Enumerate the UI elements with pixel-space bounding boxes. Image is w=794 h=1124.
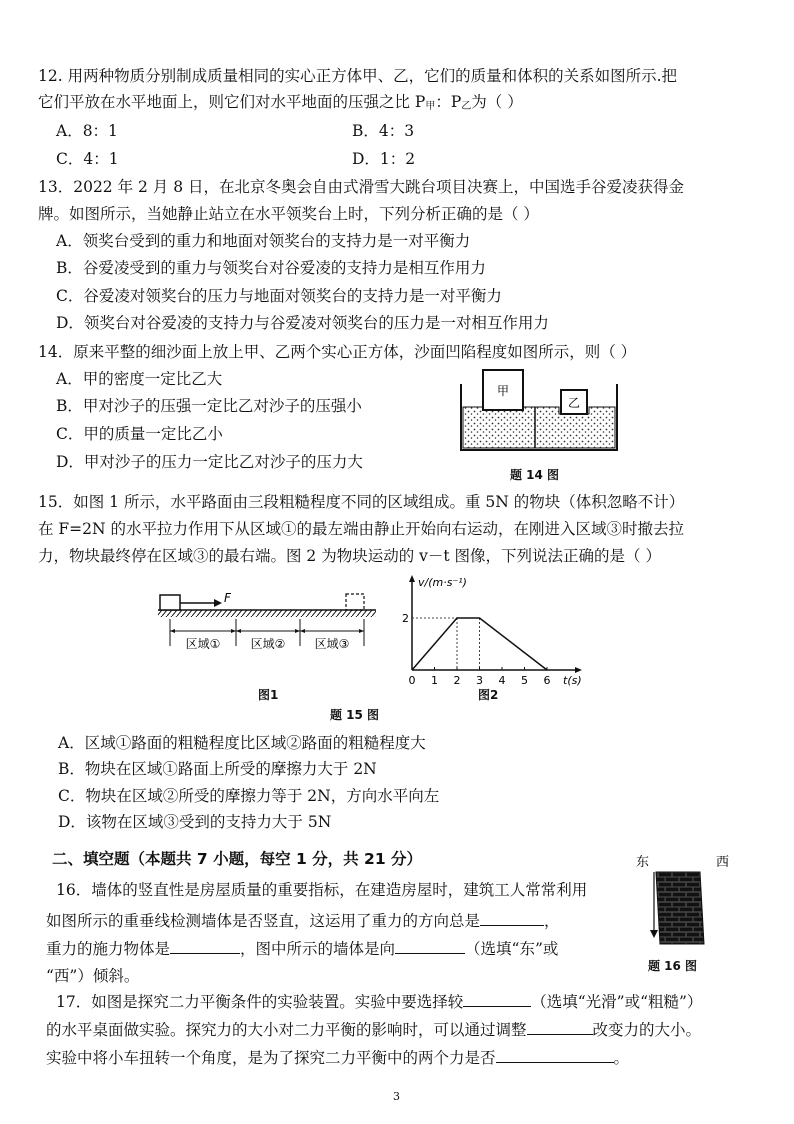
q15-option-c: C．物块在区域②所受的摩擦力等于 2N，方向水平向左 <box>58 787 440 805</box>
q17-stem-part: 17．如图是探究二力平衡条件的实验装置。实验中要选择较 <box>56 993 464 1011</box>
q16-stem-part: 重力的施力物体是 <box>46 940 171 958</box>
q16-label-east: 东 <box>636 855 650 870</box>
q14-option-d: D．甲对沙子的压力一定比乙对沙子的压力大 <box>56 453 363 471</box>
q16-stem-part: 如图所示的重垂线检测墙体是否竖直，这运用了重力的方向总是 <box>46 912 481 930</box>
q12-option-d: D．1：2 <box>352 150 416 168</box>
q15-stem-line1: 15．如图 1 所示，水平路面由三段粗糙程度不同的区域组成。重 5N 的物块（体积忽略不计） <box>38 493 685 511</box>
chart-x-tick-label: 5 <box>521 674 528 686</box>
q15-force-label: F <box>224 591 231 605</box>
q15-dashed-block <box>346 594 364 610</box>
q16-caption: 题 16 图 <box>648 959 698 973</box>
q14-caption: 题 14 图 <box>510 468 560 482</box>
q17-stem-part: 。 <box>613 1049 630 1067</box>
q12-stem-line1: 12. 用两种物质分别制成质量相同的实心正方体甲、乙，它们的质量和体积的关系如图所示.把 <box>38 67 678 85</box>
q15-region-2: 区域② <box>250 637 286 651</box>
q12-stem-part: 为（ ） <box>471 93 523 111</box>
q17-stem-line3 <box>46 1048 629 1068</box>
q14-option-b: B．甲对沙子的压强一定比乙对沙子的压强小 <box>56 397 362 415</box>
q13-stem-line2: 牌。如图所示，当她静止站立在水平领奖台上时，下列分析正确的是（ ） <box>38 205 539 223</box>
chart-x-tick-label: 0 <box>408 674 416 686</box>
q16-stem-part: ， <box>544 912 560 930</box>
q14-sand-figure <box>455 362 625 462</box>
q14-label-jia: 甲 <box>496 384 510 398</box>
q12-subscript-yi: 乙 <box>461 101 472 112</box>
q12-option-c: C．4：1 <box>56 150 119 168</box>
chart-x-tick-label: 3 <box>476 674 483 686</box>
q16-blank-1[interactable] <box>480 911 544 926</box>
q15-region-1: 区域① <box>185 637 221 651</box>
q12-stem-part: 它们平放在水平地面上，则它们对水平地面的压强之比 P <box>38 93 426 111</box>
q14-option-a: A．甲的密度一定比乙大 <box>56 370 223 388</box>
q15-option-b: B．物块在区域①路面上所受的摩擦力大于 2N <box>58 760 377 778</box>
section-2-heading: 二、填空题（本题共 7 小题，每空 1 分，共 21 分） <box>52 850 423 868</box>
q15-stem-line2: 在 F=2N 的水平拉力作用下从区域①的最左端由静止开始向右运动，在刚进入区域③时撤去拉 <box>38 520 685 538</box>
chart-x-label: t(s) <box>563 674 582 686</box>
q16-stem-line4: “西”）倾斜。 <box>46 967 140 985</box>
q13-option-a: A．领奖台受到的重力和地面对领奖台的支持力是一对平衡力 <box>56 232 471 250</box>
q17-stem-line1 <box>56 992 702 1012</box>
q13-option-c: C．谷爱凌对领奖台的压力与地面对领奖台的支持力是一对平衡力 <box>56 287 502 305</box>
q17-stem-part: 实验中将小车扭转一个角度，是为了探究二力平衡中的两个力是否 <box>46 1049 496 1067</box>
q13-stem-line1: 13．2022 年 2 月 8 日，在北京冬奥会自由式滑雪大跳台项目决赛上，中国选手谷爱凌获得金 <box>38 178 685 196</box>
q15-fig1-caption: 图1 <box>258 688 279 702</box>
q16-wall-figure <box>630 852 740 952</box>
q14-label-yi: 乙 <box>567 396 581 410</box>
q16-stem-line2 <box>46 911 560 931</box>
q15-option-d: D．该物在区域③受到的支持力大于 5N <box>58 813 332 831</box>
q17-blank-2[interactable] <box>527 1020 593 1035</box>
q16-brick-wall <box>656 872 704 944</box>
q15-figure1 <box>152 586 384 664</box>
chart-x-tick-label: 2 <box>453 674 461 686</box>
q13-option-d: D．领奖台对谷爱凌的支持力与谷爱凌对领奖台的压力是一对相互作用力 <box>56 314 549 332</box>
q13-option-b: B．谷爱凌受到的重力与领奖台对谷爱凌的支持力是相互作用力 <box>56 259 486 277</box>
q16-stem-part: ，图中所示的墙体是向 <box>240 940 396 958</box>
q15-figure-caption: 题 15 图 <box>330 708 380 722</box>
q16-label-west: 西 <box>716 855 730 870</box>
q12-stem-part: ：P <box>435 93 462 111</box>
q15-vt-chart <box>400 574 596 686</box>
q16-stem-part: （选填“东”或 <box>465 940 559 958</box>
q17-stem-part: 的水平桌面做实验。探究力的大小对二力平衡的影响时，可以通过调整 <box>46 1021 527 1039</box>
chart-y-label: v/(m·s⁻¹) <box>418 576 467 589</box>
q12-option-a: A．8：1 <box>56 122 118 140</box>
q16-blank-2[interactable] <box>170 939 240 954</box>
chart-x-tick-label: 1 <box>431 674 438 686</box>
q15-fig2-caption: 图2 <box>478 688 499 702</box>
page-number: 3 <box>393 1090 400 1103</box>
q12-option-b: B．4：3 <box>352 122 415 140</box>
chart-x-tick-label: 6 <box>543 674 551 686</box>
q14-stem: 14．原来平整的细沙面上放上甲、乙两个实心正方体，沙面凹陷程度如图所示，则（ ） <box>38 343 637 361</box>
chart-y-tick-label: 2 <box>402 612 409 625</box>
chart-x-tick-label: 4 <box>498 674 506 686</box>
q16-blank-3[interactable] <box>395 939 465 954</box>
q17-stem-line2 <box>46 1020 701 1040</box>
q17-blank-3[interactable] <box>496 1048 614 1063</box>
q15-option-a: A．区域①路面的粗糙程度比区域②路面的粗糙程度大 <box>58 734 426 752</box>
q17-stem-part: 改变力的大小。 <box>592 1021 702 1039</box>
q17-stem-part: （选填“光滑”或“粗糙”） <box>531 993 703 1011</box>
q14-option-c: C．甲的质量一定比乙小 <box>56 425 223 443</box>
q15-region-3: 区域③ <box>314 637 350 651</box>
q16-stem-line1: 16．墙体的竖直性是房屋质量的重要指标，在建造房屋时，建筑工人常常利用 <box>56 881 588 899</box>
q15-stem-line3: 力，物块最终停在区域③的最右端。图 2 为物块运动的 v－t 图像，下列说法正确的是（ ） <box>38 547 661 565</box>
q12-stem-line2 <box>38 92 523 117</box>
q15-block <box>160 595 180 610</box>
q16-stem-line3 <box>46 939 558 959</box>
q12-subscript-jia: 甲 <box>425 101 436 112</box>
q17-blank-1[interactable] <box>463 992 531 1007</box>
q16-plumb-bob <box>650 930 658 938</box>
